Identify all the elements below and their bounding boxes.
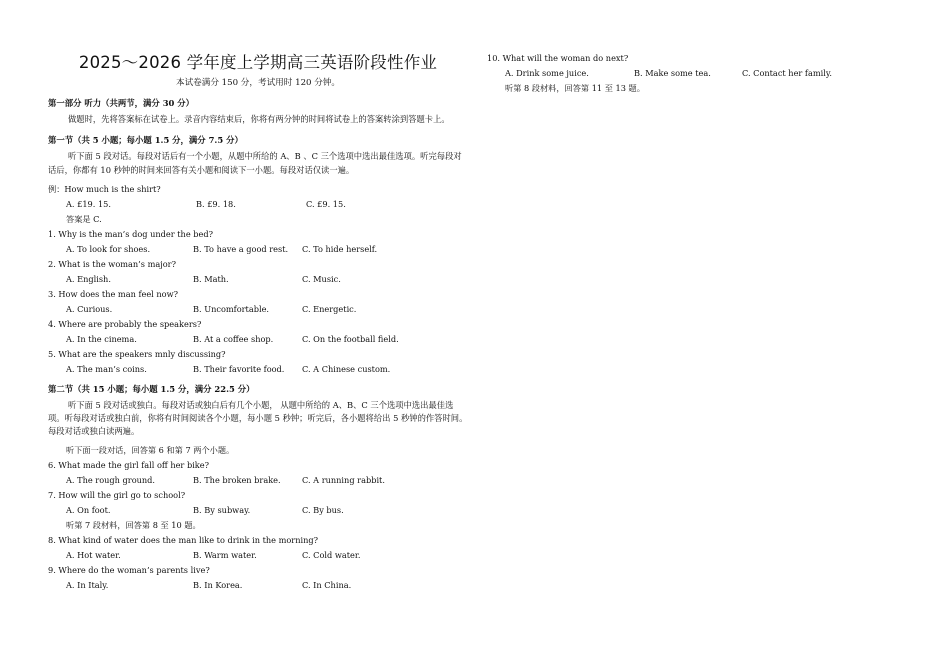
option-a: A. Drink some juice.	[505, 68, 589, 78]
question-4: 4. Where are probably the speakers?	[48, 318, 202, 329]
option-c: C. By bus.	[302, 504, 344, 515]
option-c: C. Energetic.	[302, 303, 357, 314]
option-c: C. On the football field.	[302, 333, 399, 344]
example-option-c: C. £9. 15.	[306, 198, 346, 209]
option-c: C. Music.	[302, 273, 341, 284]
question-6: 6. What made the girl fall off her bike?	[48, 459, 210, 470]
option-c: C. A Chinese custom.	[302, 363, 391, 374]
question-10-options	[487, 67, 927, 79]
option-b: B. Uncomfortable.	[193, 303, 270, 314]
question-2-options	[48, 273, 468, 285]
question-5: 5. What are the speakers mnly discussing?	[48, 348, 226, 359]
option-a: A. English.	[66, 273, 111, 284]
option-b: B. The broken brake.	[193, 474, 281, 485]
option-b: B. By subway.	[193, 504, 251, 515]
question-5-options	[48, 363, 468, 375]
option-a: A. To look for shoes.	[66, 243, 151, 254]
example-answer: 答案是 C.	[66, 213, 102, 224]
question-8-options	[48, 549, 468, 561]
option-b: B. At a coffee shop.	[193, 333, 274, 344]
option-a: A. In Italy.	[66, 579, 109, 590]
question-9: 9. Where do the woman’s parents live?	[48, 564, 210, 575]
option-a: A. Curious.	[66, 303, 113, 314]
option-b: B. Warm water.	[193, 549, 257, 560]
option-c: C. In China.	[302, 579, 352, 590]
question-7-options	[48, 504, 468, 516]
question-8: 8. What kind of water does the man like to drink in the morning?	[48, 534, 319, 545]
right-column	[487, 52, 927, 94]
option-b: B. Math.	[193, 273, 229, 284]
section1-instructions: 听下面 5 段对话。每段对话后有一个小题，从题中所给的 A、B 、C 三个选项中选出最佳选项。听完每段对话后，你都有 10 秒钟的时间来回答有关小题和阅读下一小题。每段对话仅读一遍。	[48, 151, 462, 175]
question-3-options	[48, 303, 468, 315]
option-a: A. The rough ground.	[66, 474, 156, 485]
question-2: 2. What is the woman’s major?	[48, 258, 176, 269]
question-9-options	[48, 579, 468, 591]
part1-instructions: 做题时，先将答案标在试卷上。录音内容结束后，你将有两分钟的时间将试卷上的答案转涂到答题卡上。	[68, 114, 450, 124]
section2-heading: 第二节（共 15 小题；每小题 1.5 分，满分 22.5 分）	[48, 383, 255, 394]
cue-questions-11-13: 听第 8 段材料，回答第 11 至 13 题。	[505, 83, 645, 93]
option-c: C. Contact her family.	[742, 68, 832, 78]
left-column	[48, 52, 468, 591]
example-option-a: A. £19. 15.	[66, 198, 111, 209]
example-options	[48, 198, 468, 210]
option-a: A. Hot water.	[66, 549, 121, 560]
question-4-options	[48, 333, 468, 345]
option-a: A. In the cinema.	[66, 333, 137, 344]
question-3: 3. How does the man feel now?	[48, 288, 178, 299]
section1-heading: 第一节（共 5 小题；每小题 1.5 分，满分 7.5 分）	[48, 135, 243, 146]
question-1-options	[48, 243, 468, 255]
section2-instructions: 听下面 5 段对话或独白。每段对话或独白后有几个小题， 从题中所给的 A、B、C 三个选项中选出最佳选项。听每段对话或独白前，你将有时间阅读各个小题，每小题 5 秒钟；听完后，各小题将给出 5 秒钟的作答时间。每段对话或独白读两遍。	[48, 399, 468, 437]
option-c: C. To hide herself.	[302, 243, 378, 254]
option-a: A. The man’s coins.	[66, 363, 147, 374]
question-10: 10. What will the woman do next?	[487, 53, 629, 63]
question-7: 7. How will the girl go to school?	[48, 489, 186, 500]
option-b: B. Make some tea.	[634, 68, 711, 78]
cue-questions-6-7: 听下面一段对话，回答第 6 和第 7 两个小题。	[66, 444, 235, 455]
question-6-options	[48, 474, 468, 486]
example-option-b: B. £9. 18.	[196, 198, 236, 209]
example-question: 例：How much is the shirt?	[48, 183, 161, 194]
option-a: A. On foot.	[66, 504, 111, 515]
cue-questions-8-10: 听第 7 段材料，回答第 8 至 10 题。	[66, 519, 201, 530]
exam-info: 本试卷满分 150 分，考试用时 120 分钟。	[175, 78, 341, 88]
question-1: 1. Why is the man’s dog under the bed?	[48, 228, 213, 239]
part1-heading: 第一部分 听力（共两节，满分 30 分）	[48, 98, 195, 108]
option-b: B. Their favorite food.	[193, 363, 285, 374]
option-c: C. A running rabbit.	[302, 474, 385, 485]
option-b: B. In Korea.	[193, 579, 243, 590]
page-title: 2025～2026 学年度上学期高三英语阶段性作业	[78, 53, 438, 72]
option-c: C. Cold water.	[302, 549, 361, 560]
option-b: B. To have a good rest.	[193, 243, 289, 254]
